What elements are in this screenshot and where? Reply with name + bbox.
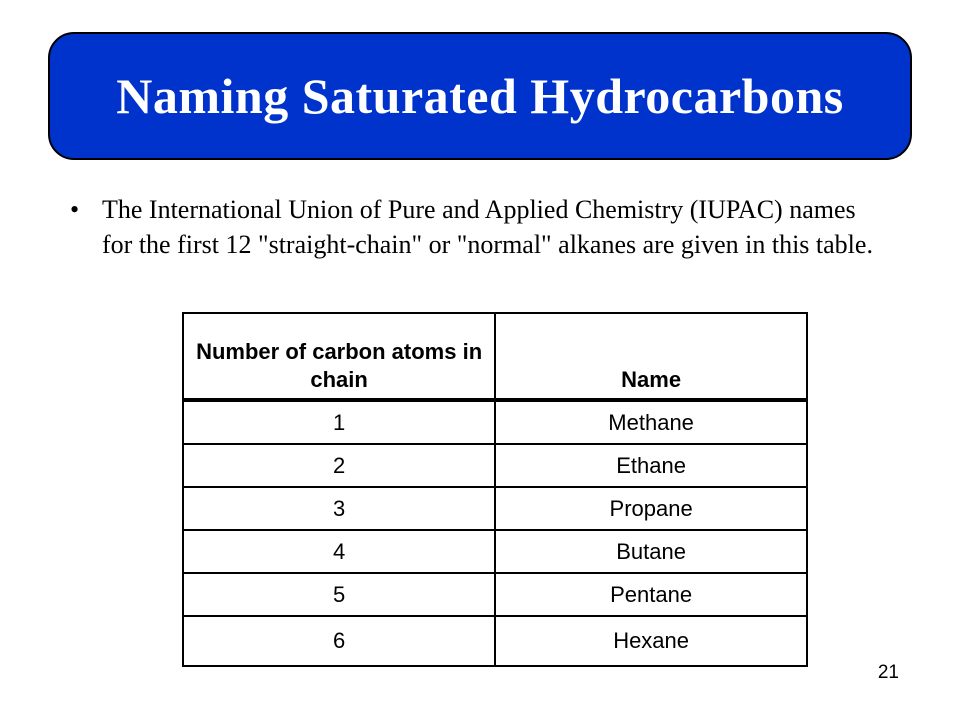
cell-alkane-name: Propane	[495, 487, 807, 530]
page-number: 21	[877, 662, 899, 683]
table-header-row	[183, 313, 807, 400]
bullet-marker: •	[70, 195, 80, 224]
title-banner	[48, 32, 912, 160]
header-name: Name	[495, 313, 807, 400]
cell-alkane-name: Butane	[495, 530, 807, 573]
cell-carbon-count: 5	[183, 573, 495, 616]
table-row	[183, 616, 807, 666]
cell-carbon-count: 4	[183, 530, 495, 573]
cell-carbon-count: 1	[183, 400, 495, 444]
cell-carbon-count: 2	[183, 444, 495, 487]
cell-alkane-name: Methane	[495, 400, 807, 444]
table-row	[183, 444, 807, 487]
cell-carbon-count: 6	[183, 616, 495, 666]
header-carbon-count: Number of carbon atoms in chain	[183, 313, 495, 400]
table-row	[183, 487, 807, 530]
cell-alkane-name: Ethane	[495, 444, 807, 487]
table-row	[183, 400, 807, 444]
bullet-text: The International Union of Pure and Applied Chemistry (IUPAC) names for the first 12 "straight-chain" or "normal" alkanes are given in this table.	[102, 195, 873, 259]
cell-carbon-count: 3	[183, 487, 495, 530]
slide-title: Naming Saturated Hydrocarbons	[116, 68, 844, 124]
table-row	[183, 573, 807, 616]
cell-alkane-name: Pentane	[495, 573, 807, 616]
alkane-table	[182, 312, 808, 667]
table-row	[183, 530, 807, 573]
bullet-point	[70, 192, 900, 262]
cell-alkane-name: Hexane	[495, 616, 807, 666]
